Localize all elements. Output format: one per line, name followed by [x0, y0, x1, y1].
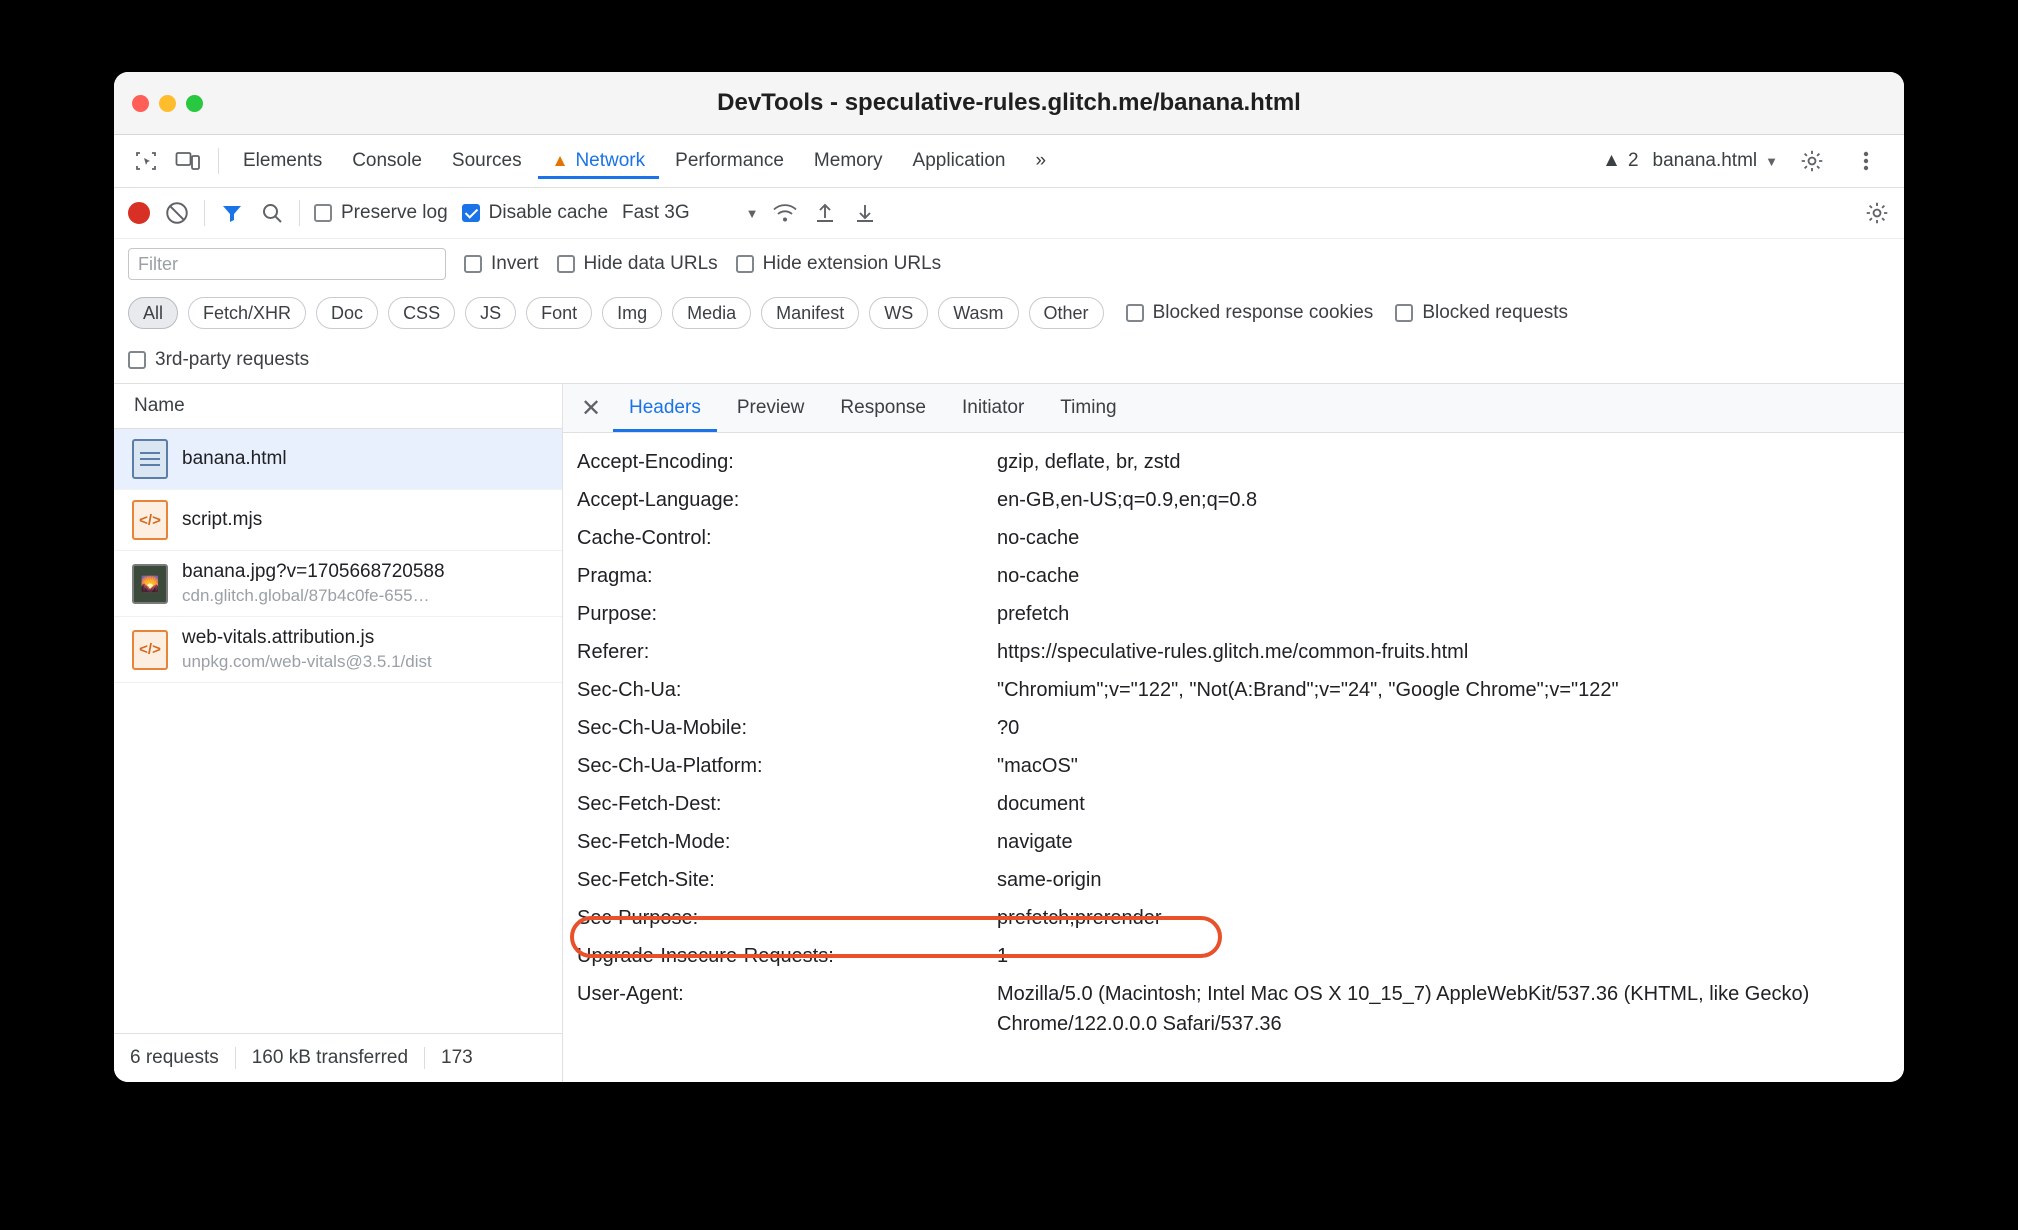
tab-timing[interactable] — [1044, 385, 1132, 432]
tab-preview-label: Preview — [736, 397, 805, 418]
record-button[interactable] — [128, 202, 150, 224]
list-item-texts — [182, 509, 262, 531]
header-row — [563, 975, 1904, 1043]
header-value: gzip, deflate, br, zstd — [997, 451, 1181, 473]
header-row — [563, 595, 1904, 633]
list-item-texts — [182, 448, 287, 470]
filter-pill-media[interactable] — [672, 297, 751, 329]
hide-extension-urls-checkbox[interactable] — [736, 253, 941, 275]
tab-memory[interactable] — [800, 143, 897, 179]
disable-cache-box[interactable] — [462, 204, 480, 222]
toolbar-divider — [299, 200, 300, 226]
tab-application-label: Application — [912, 150, 1006, 171]
image-icon: 🌄 — [132, 564, 168, 604]
tab-console-label: Console — [352, 150, 422, 171]
search-icon[interactable] — [259, 200, 285, 226]
summary-resources: 173 — [441, 1047, 473, 1068]
header-value: document — [997, 793, 1085, 815]
tab-response[interactable] — [824, 385, 942, 432]
disable-cache-checkbox[interactable] — [462, 202, 608, 224]
list-item[interactable] — [114, 617, 562, 683]
header-row — [563, 937, 1904, 975]
throttling-select[interactable] — [622, 202, 758, 224]
header-value: 1 — [997, 945, 1009, 967]
tab-sources-label: Sources — [451, 150, 522, 171]
devtools-window — [114, 72, 1904, 1082]
header-name: Sec-Ch-Ua: — [577, 679, 682, 701]
warning-count-badge[interactable] — [1602, 150, 1638, 172]
more-tabs-label: » — [1035, 150, 1047, 171]
list-item-name: banana.jpg?v=1705668720588 — [182, 561, 445, 582]
third-party-filter-row — [114, 337, 1904, 384]
third-party-requests-box[interactable] — [128, 351, 146, 369]
tab-headers[interactable] — [613, 385, 717, 432]
minimize-window-button[interactable] — [159, 95, 176, 112]
filter-pill-wasm[interactable] — [938, 297, 1018, 329]
document-icon — [132, 439, 168, 479]
blocked-response-cookies-label: Blocked response cookies — [1152, 302, 1374, 323]
chevron-down-icon: ▼ — [745, 205, 759, 221]
devtools-tabbar-right — [1602, 143, 1892, 179]
header-name: Sec-Ch-Ua-Platform: — [577, 755, 763, 777]
header-value: prefetch;prerender — [997, 907, 1162, 929]
hide-extension-urls-box[interactable] — [736, 255, 754, 273]
filter-pill-img[interactable] — [602, 297, 662, 329]
import-har-icon[interactable] — [812, 200, 838, 226]
close-icon[interactable]: ✕ — [580, 394, 602, 422]
filter-pill-all[interactable] — [128, 297, 178, 329]
network-toolbar — [114, 188, 1904, 239]
warning-triangle-icon: ▲ — [551, 151, 569, 170]
list-item-texts — [182, 561, 445, 606]
filter-pill-other-label: Other — [1043, 302, 1089, 323]
disable-cache-label: Disable cache — [488, 202, 609, 223]
tab-response-label: Response — [840, 397, 926, 418]
header-value: same-origin — [997, 869, 1102, 891]
tab-memory-label: Memory — [813, 150, 883, 171]
header-value: no-cache — [997, 527, 1080, 549]
context-selector[interactable] — [1653, 150, 1778, 172]
header-row — [563, 519, 1904, 557]
hide-data-urls-checkbox[interactable] — [557, 253, 718, 275]
blocked-response-cookies-checkbox[interactable] — [1126, 302, 1374, 324]
requests-column-header-label: Name — [134, 395, 185, 416]
warning-count-label: 2 — [1627, 150, 1639, 171]
tab-sources[interactable] — [438, 143, 536, 179]
header-name: Sec-Fetch-Mode: — [577, 831, 731, 853]
hide-data-urls-box[interactable] — [557, 255, 575, 273]
tab-headers-label: Headers — [629, 397, 701, 418]
header-value: ?0 — [997, 717, 1020, 739]
device-toolbar-icon[interactable] — [168, 143, 208, 179]
list-item-name: script.mjs — [182, 509, 263, 530]
zoom-window-button[interactable] — [186, 95, 203, 112]
header-row — [563, 861, 1904, 899]
chevron-down-icon: ▼ — [1765, 153, 1778, 169]
blocked-requests-label: Blocked requests — [1422, 302, 1569, 323]
header-value: "Chromium";v="122", "Not(A:Brand";v="24", "Google Chrome";v="122" — [997, 679, 1619, 701]
invert-label: Invert — [491, 253, 539, 274]
header-name: User-Agent: — [577, 983, 684, 1005]
header-row — [563, 823, 1904, 861]
network-settings-gear-icon[interactable] — [1864, 200, 1890, 226]
detail-tab-bar — [563, 384, 1904, 433]
headers-list[interactable] — [563, 433, 1904, 1082]
header-name: Referer: — [577, 641, 650, 663]
list-item-texts — [182, 627, 432, 672]
list-item[interactable] — [114, 551, 562, 617]
blocked-response-cookies-box[interactable] — [1126, 304, 1144, 322]
filter-pill-all-label: All — [143, 302, 164, 323]
filter-pill-js[interactable] — [465, 297, 516, 329]
inspect-element-icon[interactable] — [126, 143, 166, 179]
header-row — [563, 747, 1904, 785]
header-row — [563, 557, 1904, 595]
header-name: Sec-Fetch-Dest: — [577, 793, 722, 815]
filter-pill-doc-label: Doc — [331, 302, 364, 323]
filter-pill-manifest[interactable] — [761, 297, 859, 329]
header-value: prefetch — [997, 603, 1070, 625]
filter-pill-fetch-xhr[interactable] — [188, 297, 306, 329]
header-value: en-GB,en-US;q=0.9,en;q=0.8 — [997, 489, 1258, 511]
network-summary-bar — [114, 1033, 562, 1082]
resource-type-filter-row — [114, 289, 1904, 337]
header-row — [563, 633, 1904, 671]
script-icon: </> — [132, 500, 168, 540]
filter-pill-wasm-label: Wasm — [953, 302, 1004, 323]
filter-pill-font-label: Font — [541, 302, 578, 323]
header-row — [563, 709, 1904, 747]
header-row-sec-purpose — [563, 899, 1904, 937]
list-item[interactable] — [114, 429, 562, 490]
third-party-requests-label: 3rd-party requests — [155, 349, 310, 370]
invert-checkbox[interactable] — [464, 253, 539, 275]
filter-pill-other[interactable] — [1029, 297, 1104, 329]
filter-pill-ws[interactable] — [869, 297, 928, 329]
clear-network-log-icon[interactable] — [164, 200, 190, 226]
tab-network-label: Network — [575, 150, 646, 171]
header-row — [563, 671, 1904, 709]
tab-elements[interactable] — [229, 143, 336, 179]
header-name: Pragma: — [577, 565, 653, 587]
filter-pill-media-label: Media — [687, 302, 737, 323]
summary-transferred: 160 kB transferred — [251, 1047, 409, 1068]
header-name: Sec-Purpose: — [577, 907, 699, 929]
tab-application[interactable] — [899, 143, 1020, 179]
toolbar-divider — [204, 200, 205, 226]
list-item-subtitle: cdn.glitch.global/87b4c0fe-655… — [182, 586, 430, 605]
preserve-log-box[interactable] — [314, 204, 332, 222]
header-name: Upgrade-Insecure-Requests: — [577, 945, 834, 967]
requests-list[interactable] — [114, 429, 562, 1033]
gear-icon[interactable] — [1792, 143, 1832, 179]
filter-pill-img-label: Img — [617, 302, 648, 323]
header-name: Sec-Fetch-Site: — [577, 869, 715, 891]
warning-triangle-icon: ▲ — [1602, 150, 1621, 171]
requests-pane — [114, 384, 563, 1082]
header-value: "macOS" — [997, 755, 1078, 777]
more-tabs-button[interactable] — [1022, 143, 1061, 179]
filter-pill-fetch-xhr-label: Fetch/XHR — [203, 302, 292, 323]
script-icon: </> — [132, 630, 168, 670]
filter-pill-ws-label: WS — [884, 302, 914, 323]
header-value: Mozilla/5.0 (Macintosh; Intel Mac OS X 10_15_7) AppleWebKit/537.36 (KHTML, like Gecko) Chrome/122.0.0.0 Safari/537.36 — [997, 983, 1810, 1035]
network-conditions-icon[interactable] — [772, 200, 798, 226]
tab-initiator-label: Initiator — [961, 397, 1025, 418]
network-body — [114, 384, 1904, 1082]
tab-network[interactable] — [538, 143, 660, 179]
list-item-subtitle: unpkg.com/web-vitals@3.5.1/dist — [182, 652, 432, 671]
traffic-lights — [132, 95, 203, 112]
header-name: Purpose: — [577, 603, 658, 625]
filter-row — [114, 239, 1904, 289]
header-value: https://speculative-rules.glitch.me/common-fruits.html — [997, 641, 1469, 663]
tab-performance[interactable] — [661, 143, 798, 179]
header-name: Accept-Language: — [577, 489, 740, 511]
filter-pill-doc[interactable] — [316, 297, 378, 329]
list-item-name: banana.html — [182, 448, 287, 469]
window-titlebar — [114, 72, 1904, 135]
throttling-value: Fast 3G — [622, 202, 690, 223]
tab-console[interactable] — [338, 143, 436, 179]
filter-pill-css-label: CSS — [403, 302, 441, 323]
toolbar-divider — [218, 148, 219, 174]
window-title: DevTools - speculative-rules.glitch.me/banana.html — [717, 89, 1301, 116]
tab-elements-label: Elements — [243, 150, 323, 171]
tab-initiator[interactable] — [946, 385, 1040, 432]
hide-extension-urls-label: Hide extension URLs — [762, 253, 942, 274]
filter-input[interactable] — [128, 248, 446, 280]
header-value: no-cache — [997, 565, 1080, 587]
filter-pill-js-label: JS — [480, 302, 502, 323]
list-item-name: web-vitals.attribution.js — [182, 627, 375, 648]
requests-column-header[interactable] — [114, 384, 562, 429]
preserve-log-checkbox[interactable] — [314, 202, 448, 224]
summary-requests: 6 requests — [130, 1047, 219, 1068]
preserve-log-label: Preserve log — [341, 202, 448, 223]
export-har-icon[interactable] — [852, 200, 878, 226]
devtools-tab-bar — [114, 135, 1904, 188]
header-value: navigate — [997, 831, 1073, 853]
blocked-requests-box[interactable] — [1395, 304, 1413, 322]
tab-performance-label: Performance — [675, 150, 784, 171]
header-name: Cache-Control: — [577, 527, 712, 549]
header-name: Accept-Encoding: — [577, 451, 734, 473]
funnel-icon[interactable] — [219, 200, 245, 226]
hide-data-urls-label: Hide data URLs — [583, 253, 718, 274]
header-row — [563, 443, 1904, 481]
header-row — [563, 785, 1904, 823]
filter-pill-css[interactable] — [388, 297, 455, 329]
header-row — [563, 481, 1904, 519]
kebab-menu-icon[interactable] — [1846, 143, 1886, 179]
filter-pill-manifest-label: Manifest — [776, 302, 845, 323]
tab-preview[interactable] — [721, 385, 821, 432]
invert-box[interactable] — [464, 255, 482, 273]
context-selector-label: banana.html — [1652, 150, 1758, 171]
header-name: Sec-Ch-Ua-Mobile: — [577, 717, 748, 739]
close-window-button[interactable] — [132, 95, 149, 112]
list-item[interactable] — [114, 490, 562, 551]
tab-timing-label: Timing — [1060, 397, 1117, 418]
request-detail-pane — [563, 384, 1904, 1082]
third-party-requests-checkbox[interactable] — [128, 349, 309, 371]
filter-pill-font[interactable] — [526, 297, 592, 329]
blocked-requests-checkbox[interactable] — [1395, 302, 1568, 324]
